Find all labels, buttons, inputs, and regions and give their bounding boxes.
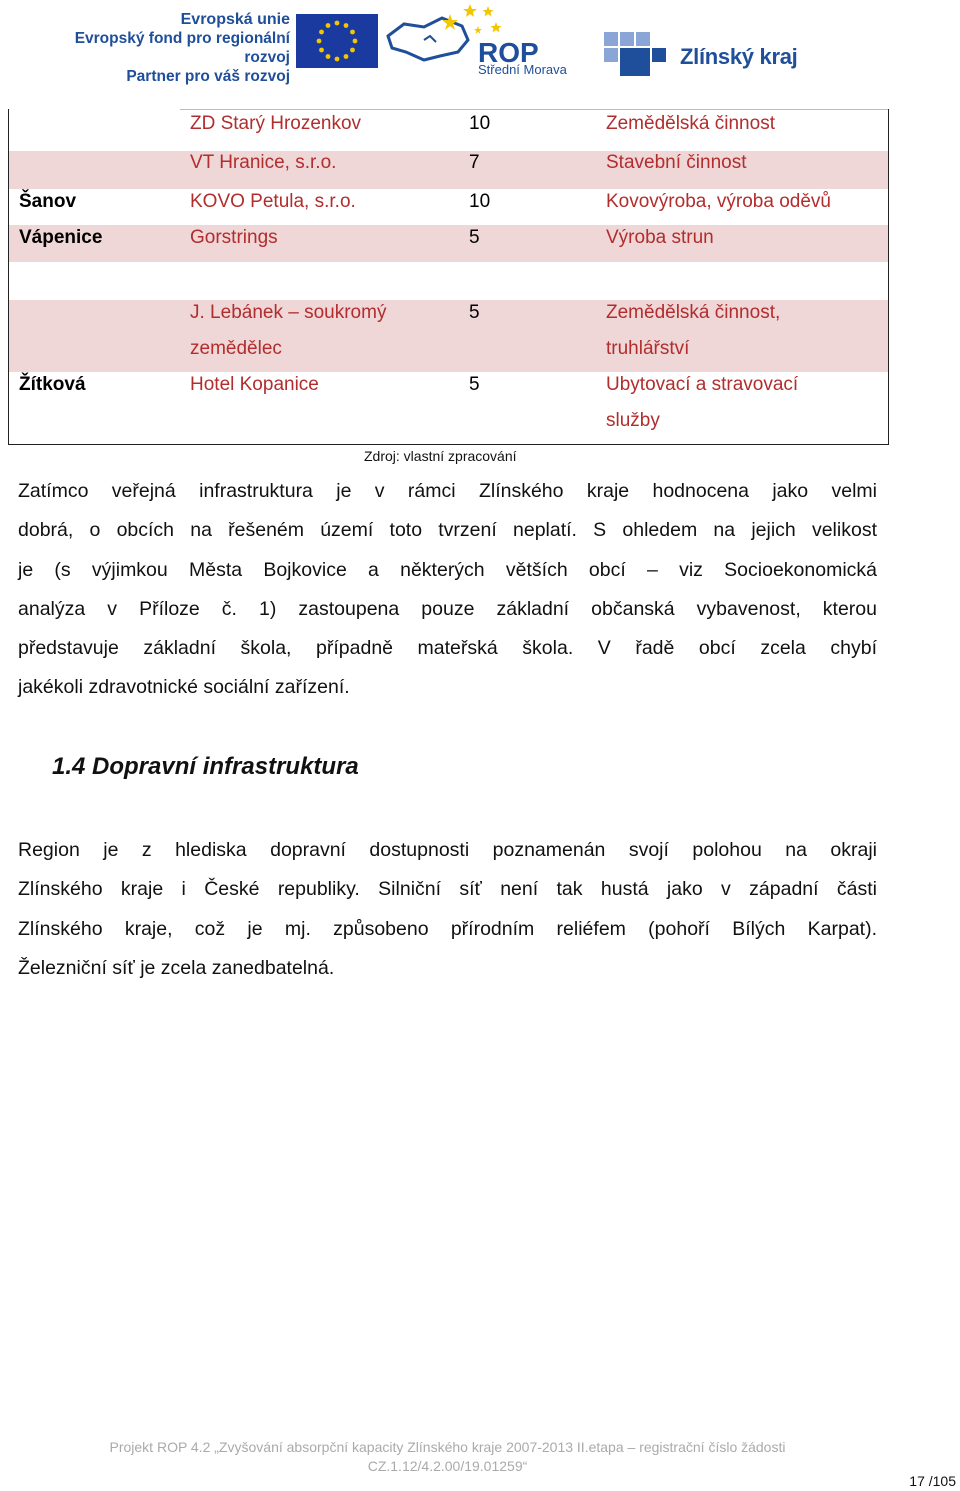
eu-flag-icon <box>296 14 378 68</box>
text-line: je (s výjimkou Města Bojkovice a některých větších obcí – viz Socioekonomická <box>18 558 877 581</box>
table-cell-activity-cont: truhlářství <box>606 338 690 359</box>
table-cell-count: 7 <box>469 152 480 173</box>
text-line: analýza v Příloze č. 1) zastoupena pouze základní občanská vybavenost, kterou <box>18 597 877 620</box>
table-cell-activity: Kovovýroba, výroba oděvů <box>606 191 831 212</box>
text-line: Železniční síť je zcela zanedbatelná. <box>18 956 335 979</box>
text-line: jakékoli zdravotnické sociální zařízení. <box>18 676 350 699</box>
page-footer <box>0 1438 895 1476</box>
table-cell-municipality: Šanov <box>19 191 77 212</box>
table-cell-activity: Zemědělská činnost, <box>606 302 781 323</box>
footer-project-line: Projekt ROP 4.2 „Zvyšování absorpční kapacity Zlínského kraje 2007-2013 II.etapa – registrační číslo žádosti <box>109 1439 786 1455</box>
table-cell-count: 5 <box>469 227 480 248</box>
paragraph-public-infrastructure <box>18 472 877 708</box>
table-cell-count: 10 <box>469 191 491 212</box>
table-cell-company: Hotel Kopanice <box>190 374 319 395</box>
table-source-note: Zdroj: vlastní zpracování <box>364 448 517 464</box>
companies-table <box>8 109 889 445</box>
rop-brand: ROP <box>478 37 539 68</box>
footer-registration-line: CZ.1.12/4.2.00/19.01259“ <box>367 1458 528 1474</box>
table-cell-company: VT Hranice, s.r.o. <box>190 152 337 173</box>
table-cell-activity: Výroba strun <box>606 227 714 248</box>
zlinsky-kraj-brand: Zlínský kraj <box>680 44 798 69</box>
table-cell-activity: Ubytovací a stravovací <box>606 374 799 395</box>
eu-fund-name: Evropský fond pro regionální rozvoj <box>74 30 290 66</box>
eu-logo-text <box>30 10 290 86</box>
rop-subtitle: Střední Morava <box>478 62 567 77</box>
table-row-band <box>9 151 888 189</box>
table-cell-activity: Zemědělská činnost <box>606 113 775 134</box>
table-cell-company: J. Lebánek – soukromý <box>190 302 387 323</box>
table-cell-company: Gorstrings <box>190 227 278 248</box>
table-cell-count: 5 <box>469 374 480 395</box>
table-cell-count: 10 <box>469 113 491 134</box>
page-number: 17 /105 <box>909 1473 956 1489</box>
table-cell-company-cont: zemědělec <box>190 338 282 359</box>
table-cell-activity: Stavební činnost <box>606 152 747 173</box>
text-line: Zlínského kraje i České republiky. Silniční síť není tak hustá jako v západní části <box>18 878 877 901</box>
eu-title: Evropská unie <box>180 11 290 28</box>
text-line: Zatímco veřejná infrastruktura je v rámci Zlínského kraje hodnocena jako velmi <box>18 480 877 502</box>
table-row-band <box>9 225 888 262</box>
table-cell-company: KOVO Petula, s.r.o. <box>190 191 356 212</box>
text-line: představuje základní škola, případně mateřská škola. V řadě obcí zcela chybí <box>18 637 877 660</box>
table-cell-count: 5 <box>469 302 480 323</box>
section-heading: 1.4 Dopravní infrastruktura <box>52 753 359 780</box>
text-line: Zlínského kraje, což je mj. způsobeno přírodním reliéfem (pohoří Bílých Karpat). <box>18 917 877 940</box>
table-cell-company: ZD Starý Hrozenkov <box>190 113 362 134</box>
text-line: dobrá, o obcích na řešeném území toto tvrzení neplatí. S ohledem na jejich velikost <box>18 519 877 542</box>
table-cell-activity-cont: služby <box>606 410 660 431</box>
paragraph-transport <box>18 831 877 988</box>
table-top-rule <box>180 109 888 110</box>
table-cell-municipality: Žítková <box>19 374 86 395</box>
text-line: Region je z hlediska dopravní dostupnosti poznamenán svojí polohou na okraji <box>18 839 877 861</box>
table-cell-municipality: Vápenice <box>19 227 103 248</box>
eu-tagline: Partner pro váš rozvoj <box>126 68 290 85</box>
